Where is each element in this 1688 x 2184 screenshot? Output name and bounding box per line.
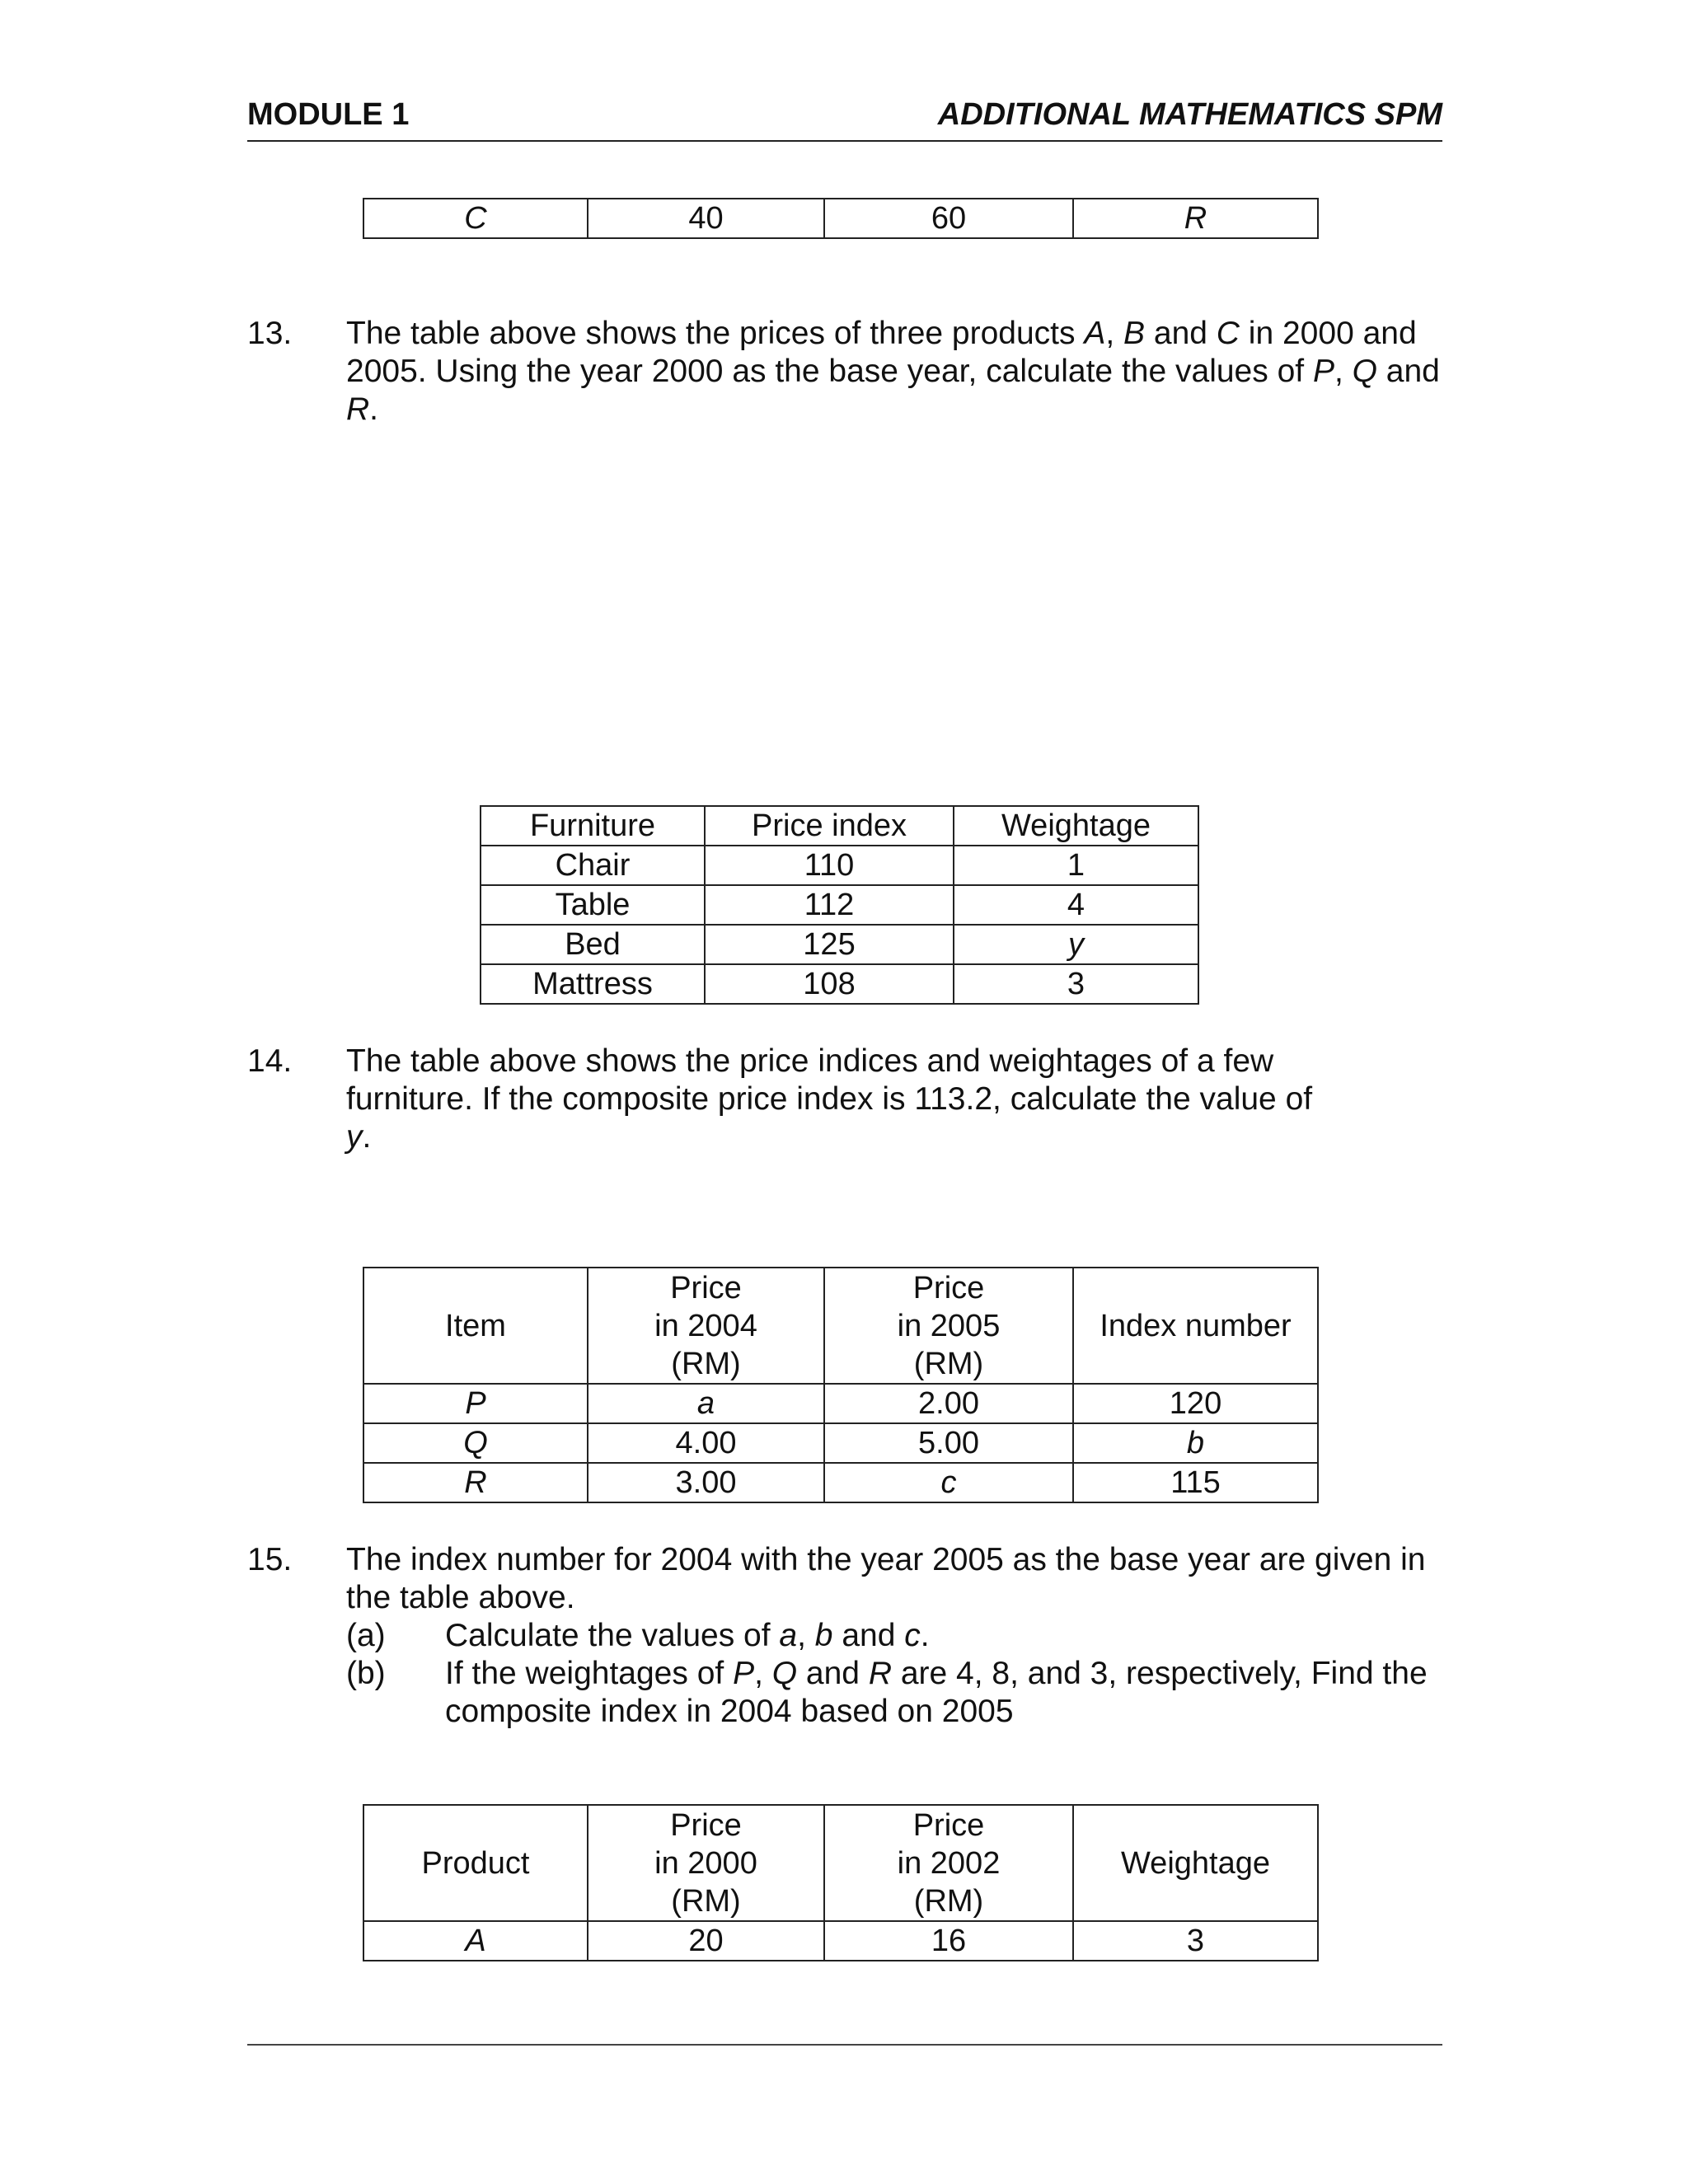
table-cell: 1 [954, 846, 1198, 885]
table-cell: 115 [1073, 1463, 1318, 1502]
table-row [363, 199, 1318, 238]
column-header: Item [363, 1268, 588, 1384]
table-row [363, 1423, 1318, 1463]
table-cell: a [588, 1384, 824, 1423]
table-cell: Chair [481, 846, 705, 885]
table-header-row [363, 1268, 1318, 1384]
table-cell: Q [363, 1423, 588, 1463]
column-header: Index number [1073, 1268, 1318, 1384]
table-cell: c [824, 1463, 1073, 1502]
column-header: Price in 2000 (RM) [588, 1805, 824, 1921]
table-cell: 4 [954, 885, 1198, 925]
item-index-table [363, 1267, 1319, 1503]
table-cell: R [1073, 199, 1318, 238]
sub-question-label: (b) [346, 1656, 386, 1691]
question-number: 13. [247, 316, 293, 351]
column-header: Price in 2004 (RM) [588, 1268, 824, 1384]
table-cell: 40 [588, 199, 824, 238]
sub-question-b [346, 1655, 1434, 1731]
table-cell: b [1073, 1423, 1318, 1463]
table-header-row [481, 806, 1198, 846]
sub-question-text: If the weightages of P, Q and R are 4, 8, and 3, respectively, Find the composite index in 2004 based on 2005 [445, 1656, 1428, 1729]
column-header: Weightage [1073, 1805, 1318, 1921]
table-cell: A [363, 1921, 588, 1961]
table-row [481, 925, 1198, 964]
column-header: Price index [705, 806, 954, 846]
table-cell: 125 [705, 925, 954, 964]
table-cell: y [954, 925, 1198, 964]
product-table [363, 1804, 1319, 1961]
table-header-row [363, 1805, 1318, 1921]
table-cell: P [363, 1384, 588, 1423]
column-header: Furniture [481, 806, 705, 846]
table-cell: 5.00 [824, 1423, 1073, 1463]
table-row [363, 1384, 1318, 1423]
question-number: 15. [247, 1542, 293, 1577]
table-cell: 110 [705, 846, 954, 885]
table-cell: 16 [824, 1921, 1073, 1961]
table-cell: 4.00 [588, 1423, 824, 1463]
table-cell: 3 [954, 964, 1198, 1004]
table-row [481, 964, 1198, 1004]
sub-question-label: (a) [346, 1618, 386, 1653]
table-cell: 20 [588, 1921, 824, 1961]
table-cell: 3.00 [588, 1463, 824, 1502]
table-row [363, 1921, 1318, 1961]
table-cell: C [363, 199, 588, 238]
table-cell: 120 [1073, 1384, 1318, 1423]
furniture-table [480, 805, 1199, 1005]
table-cell: Table [481, 885, 705, 925]
table-cell: Mattress [481, 964, 705, 1004]
column-header: Product [363, 1805, 588, 1921]
module-label: MODULE 1 [247, 97, 410, 132]
question-text: The index number for 2004 with the year 2005 as the base year are given in the table above. [346, 1542, 1426, 1615]
table-cell: Bed [481, 925, 705, 964]
question-number: 14. [247, 1043, 293, 1079]
subject-title: ADDITIONAL MATHEMATICS SPM [937, 97, 1442, 132]
table-cell: R [363, 1463, 588, 1502]
question-text: The table above shows the prices of three products A, B and C in 2000 and 2005. Using the year 2000 as the base year, calculate the values of P, Q and R. [346, 316, 1440, 427]
table-top-continuation [363, 198, 1319, 239]
table-cell: 112 [705, 885, 954, 925]
table-cell: 108 [705, 964, 954, 1004]
sub-question-text: Calculate the values of a, b and c. [445, 1618, 930, 1653]
table-row [481, 885, 1198, 925]
table-cell: 2.00 [824, 1384, 1073, 1423]
footer-divider [247, 2044, 1442, 2046]
table-row [481, 846, 1198, 885]
table-cell: 3 [1073, 1921, 1318, 1961]
table-cell: 60 [824, 199, 1073, 238]
column-header: Weightage [954, 806, 1198, 846]
table-row [363, 1463, 1318, 1502]
question-text: The table above shows the price indices and weightages of a few furniture. If the composite price index is 113.2, calculate the value of y. [346, 1043, 1313, 1155]
column-header: Price in 2005 (RM) [824, 1268, 1073, 1384]
sub-question-a [346, 1617, 1434, 1655]
page-header [247, 97, 1442, 142]
column-header: Price in 2002 (RM) [824, 1805, 1073, 1921]
